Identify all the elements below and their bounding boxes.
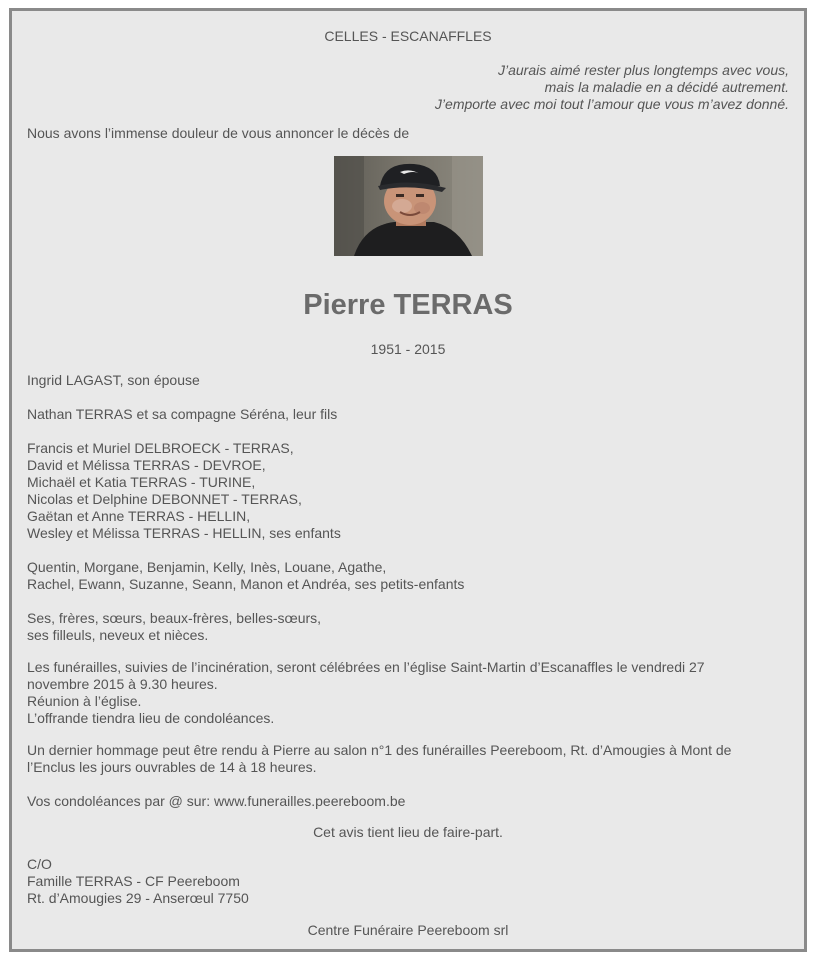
homage-line-2: l’Enclus les jours ouvrables de 14 à 18 heures. <box>27 759 317 775</box>
family-relatives-line-1: Ses, frères, sœurs, beaux-frères, belles-sœurs, <box>27 610 322 626</box>
deceased-name: Pierre TERRAS <box>303 289 513 321</box>
family-children-line-1: Francis et Muriel DELBROECK - TERRAS, <box>27 440 294 456</box>
condolences-link: Vos condoléances par @ sur: www.funerailles.peereboom.be <box>27 793 406 809</box>
notice-note: Cet avis tient lieu de faire-part. <box>313 824 503 840</box>
poem-line-1: J’aurais aimé rester plus longtemps avec vous, <box>497 62 789 78</box>
family-grandchildren-line-1: Quentin, Morgane, Benjamin, Kelly, Inès, Louane, Agathe, <box>27 559 387 575</box>
family-relatives-line-2: ses filleuls, neveux et nièces. <box>27 627 209 643</box>
deceased-years: 1951 - 2015 <box>370 341 446 357</box>
poem-line-2: mais la maladie en a décidé autrement. <box>544 79 789 95</box>
poem-line-3: J’emporte avec moi tout l’amour que vous m’avez donné. <box>434 96 789 112</box>
homage-line-1: Un dernier hommage peut être rendu à Pierre au salon n°1 des funérailles Peereboom, Rt. d’Amougies à Mont de <box>27 742 732 758</box>
intro-text: Nous avons l’immense douleur de vous annoncer le décès de <box>27 125 410 141</box>
address-line-2: Famille TERRAS - CF Peereboom <box>27 873 240 889</box>
obituary-notice <box>9 8 807 952</box>
funeral-line-4: L’offrande tiendra lieu de condoléances. <box>27 710 275 726</box>
portrait-photo <box>334 156 483 256</box>
company-name: Centre Funéraire Peereboom srl <box>307 922 509 938</box>
family-children-line-2: David et Mélissa TERRAS - DEVROE, <box>27 457 266 473</box>
family-children-line-5: Gaëtan et Anne TERRAS - HELLIN, <box>27 508 251 524</box>
family-children-line-6: Wesley et Mélissa TERRAS - HELLIN, ses enfants <box>27 525 341 541</box>
funeral-line-1: Les funérailles, suivies de l’incinération, seront célébrées en l’église Saint-Martin d’Escanaffles le vendredi 27 <box>27 659 705 675</box>
location-heading: CELLES - ESCANAFFLES <box>324 28 492 44</box>
address-line-3: Rt. d’Amougies 29 - Anserœul 7750 <box>27 890 249 906</box>
family-spouse: Ingrid LAGAST, son épouse <box>27 372 200 388</box>
family-son: Nathan TERRAS et sa compagne Séréna, leur fils <box>27 406 338 422</box>
address-line-1: C/O <box>27 856 52 872</box>
funeral-line-2: novembre 2015 à 9.30 heures. <box>27 676 218 692</box>
funeral-line-3: Réunion à l’église. <box>27 693 142 709</box>
family-children-line-3: Michaël et Katia TERRAS - TURINE, <box>27 474 256 490</box>
family-children-line-4: Nicolas et Delphine DEBONNET - TERRAS, <box>27 491 302 507</box>
family-grandchildren-line-2: Rachel, Ewann, Suzanne, Seann, Manon et Andréa, ses petits-enfants <box>27 576 465 592</box>
